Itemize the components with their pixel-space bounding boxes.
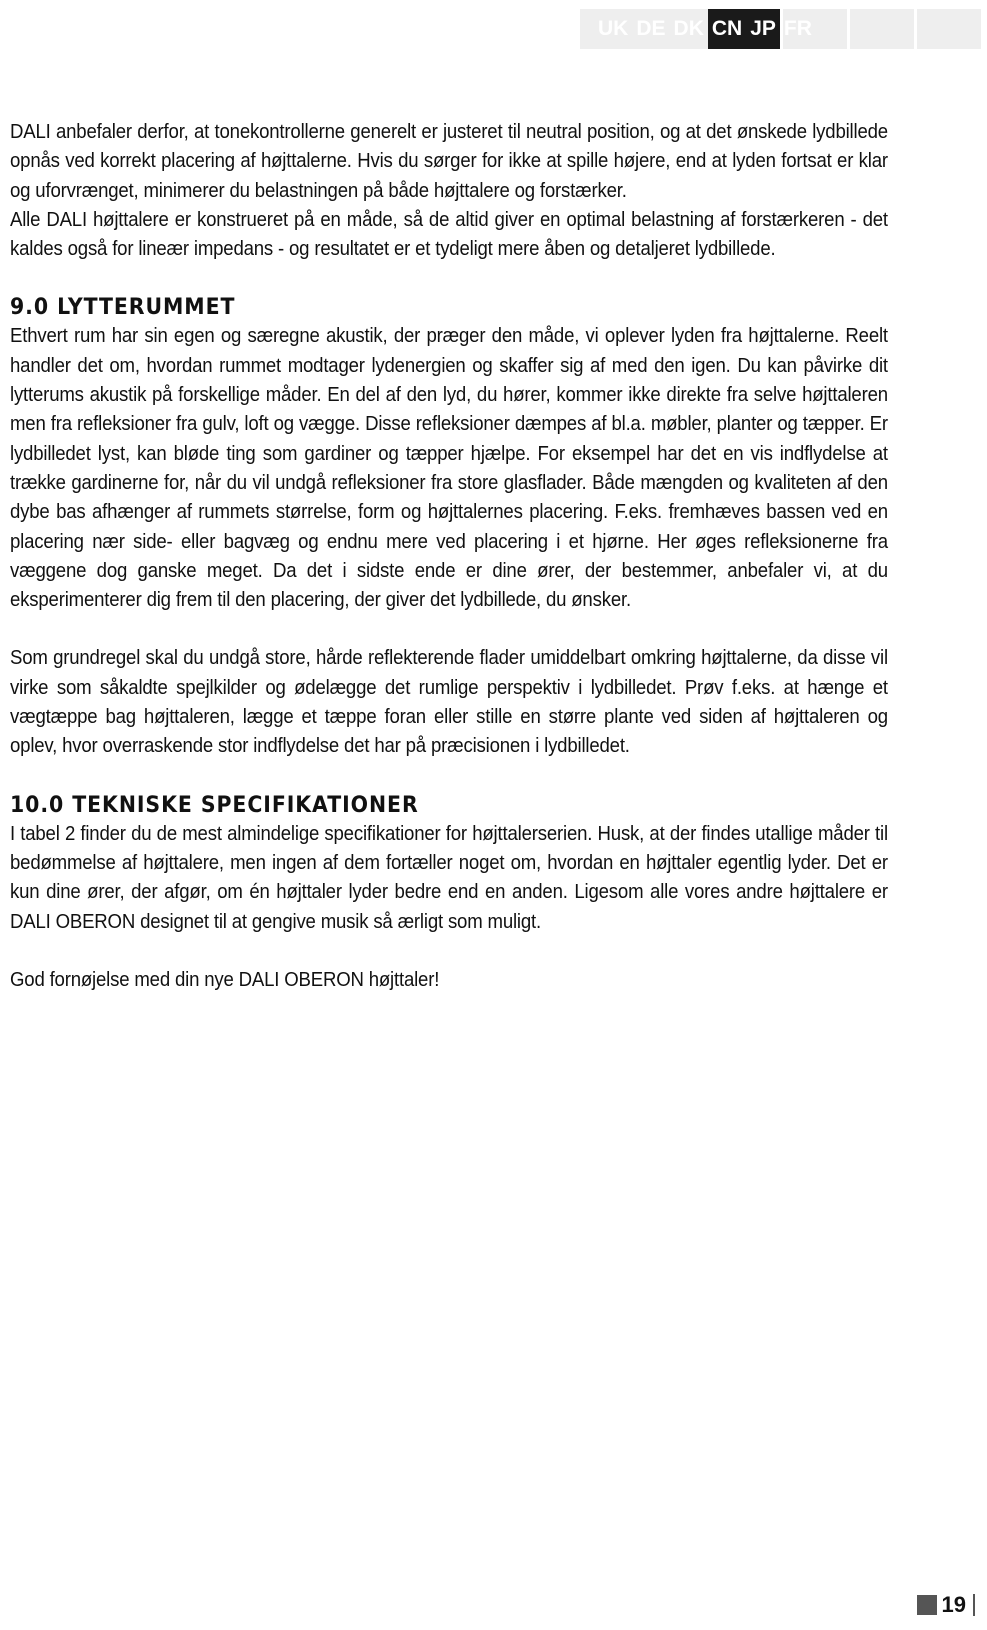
lang-tab-fr[interactable]: FR	[783, 17, 812, 40]
section-10-paragraph-1: I tabel 2 finder du de mest almindelige specifikationer for højttalerserien. Husk, at der findes utallige måder til bedømmelse af højttalere, men ingen af dem fortæller noget om, hvordan en højttaler egentlig lyder. Det er kun dine ører, der afgør, om én højttaler lyder bedre end en anden. Ligesom alle vores andre højttalere er DALI OBERON designet til at gengive musik så ærligt som muligt.	[10, 822, 888, 933]
lang-tab-blank-3	[917, 9, 981, 49]
spacer	[10, 615, 888, 644]
language-tab-bar	[580, 9, 981, 49]
section-9-paragraph-2: Som grundregel skal du undgå store, hårde reflekterende flader umiddelbart omkring højttalerne, da disse vil virke som såkaldte spejlkilder og ødelægge det rumlige perspektiv i lydbilledet. Prøv f.eks. at hænge et vægtæppe bag højttaleren, lægge et tæppe foran eller stille en større plante ved siden af højttaleren og oplev, hvor overraskende stor indflydelse det har på præcisionen i lydbilledet.	[10, 647, 888, 758]
lang-tab-jp[interactable]: JP	[750, 17, 776, 40]
section-9-paragraph-1: Ethvert rum har sin egen og særegne akustik, der præger den måde, vi oplever lyden fra højttalerne. Reelt handler det om, hvordan rummet modtager lydenergien og skaffer sig af med den igen. Du kan påvirke dit lytterums akustik på forskellige måder. En del af den lyd, du hører, kommer ikke direkte fra selve højttaleren men fra refleksioner fra gulv, loft og vægge. Disse refleksioner dæmpes af bl.a. møbler, planter og tæpper. Er lydbilledet lyst, kan bløde ting som gardiner og tæpper hjælpe. For eksempel har det en vis indflydelse at trække gardinerne for, når du vil undgå refleksioner fra store glasflader. Både mængden og kvaliteten af den dybe bas afhænger af rummets størrelse, form og højttalernes placering. F.eks. fremhæves bassen ved en placering nær side- eller bagvæg og endnu mere ved placering i et hjørne. Her øges refleksionerne fra væggene dog ganske meget. Da det i sidste ende er dine ører, der bestemmer, anbefaler vi, at du eksperimenterer dig frem til den placering, der giver det lydbillede, du ønsker.	[10, 325, 888, 612]
closing-line: God fornøjelse med din nye DALI OBERON højttaler!	[10, 968, 440, 991]
lang-tab-blank-2	[850, 9, 914, 49]
lang-tab-cn[interactable]: CN	[711, 17, 743, 40]
page-divider	[973, 1594, 975, 1616]
spacer	[10, 264, 888, 293]
lang-tab-dk[interactable]: DK	[673, 17, 704, 40]
language-tabs	[580, 9, 812, 49]
page-number	[917, 1592, 975, 1618]
lang-tab-de[interactable]: DE	[636, 17, 666, 40]
section-heading-9: 9.0 LYTTERUMMET	[10, 295, 236, 321]
page-number-text: 19	[941, 1592, 966, 1617]
lang-tab-uk[interactable]: UK	[598, 17, 629, 40]
intro-paragraph-2: Alle DALI højttalere er konstrueret på en måde, så de altid giver en optimal belastning af forstærkeren - det kaldes også for lineær impedans - og resultatet er et tydeligt mere åben og detaljeret lydbillede.	[10, 208, 888, 261]
section-heading-10: 10.0 TEKNISKE SPECIFIKATIONER	[10, 792, 419, 818]
spacer	[10, 937, 888, 966]
page-content	[10, 118, 888, 995]
page-marker-icon	[917, 1595, 937, 1615]
intro-paragraph-1: DALI anbefaler derfor, at tonekontrollerne generelt er justeret til neutral position, og at det ønskede lydbillede opnås ved korrekt placering af højttalerne. Hvis du sørger for ikke at spille højere, end at lyden fortsat er klar og uforvrænget, minimerer du belastningen på både højttalere og forstærker.	[10, 121, 888, 202]
spacer	[10, 762, 888, 791]
